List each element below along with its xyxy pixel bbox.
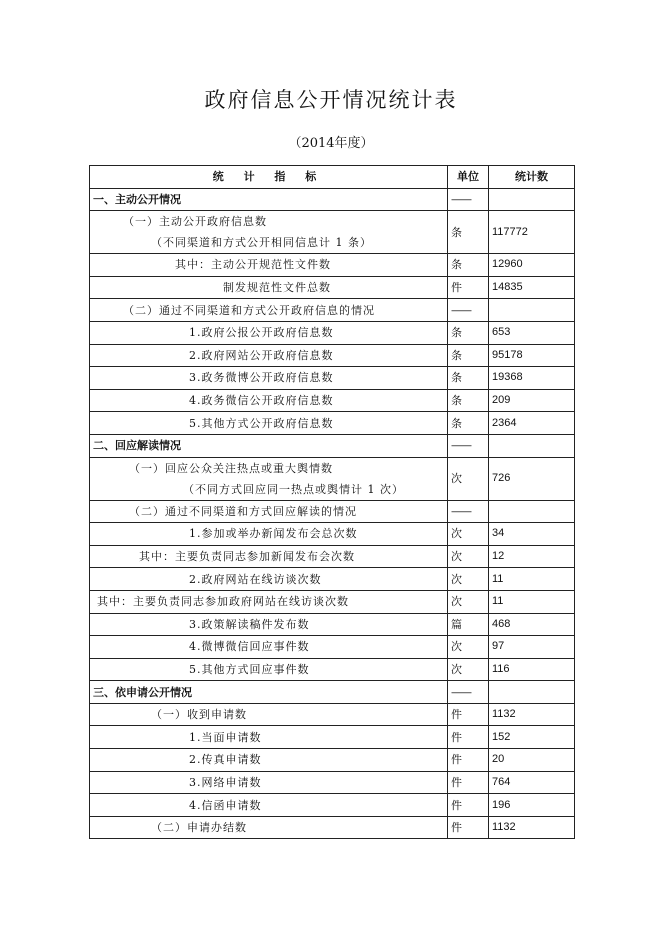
row-unit: 件 <box>448 703 489 726</box>
table-header-row <box>90 166 575 189</box>
row-indicator <box>90 188 448 211</box>
table-row <box>90 568 575 591</box>
statistics-table <box>89 165 575 839</box>
row-value: 14835 <box>489 276 575 299</box>
row-unit: 篇 <box>448 613 489 636</box>
row-unit: 条 <box>448 211 489 254</box>
indicator-label: 制发规范性文件总数 <box>223 281 331 295</box>
row-indicator <box>90 523 448 546</box>
indicator-label: 三、依申请公开情况 <box>93 685 192 699</box>
indicator-label-note: （不同渠道和方式公开相同信息计 1 条） <box>151 236 372 250</box>
row-unit: —— <box>448 434 489 457</box>
table-row <box>90 254 575 277</box>
row-unit: 件 <box>448 794 489 817</box>
document-subtitle: （2014年度） <box>288 136 374 151</box>
table-row <box>90 412 575 435</box>
row-unit: 条 <box>448 344 489 367</box>
indicator-label: （二）申请办结数 <box>151 821 247 835</box>
row-value: 11 <box>489 590 575 613</box>
indicator-label-note: （不同方式回应同一热点或舆情计 1 次） <box>183 482 404 496</box>
table-row <box>90 590 575 613</box>
row-value: 764 <box>489 771 575 794</box>
indicator-label: 2.传真申请数 <box>189 753 262 767</box>
indicator-label: 2.政府网站公开政府信息数 <box>189 348 334 362</box>
row-indicator <box>90 344 448 367</box>
table-row <box>90 299 575 322</box>
indicator-label: 2.政府网站在线访谈次数 <box>189 572 322 586</box>
row-value: 116 <box>489 658 575 681</box>
row-indicator <box>90 681 448 704</box>
header-unit: 单位 <box>448 166 489 189</box>
row-unit: 次 <box>448 658 489 681</box>
row-indicator <box>90 658 448 681</box>
row-value: 1132 <box>489 703 575 726</box>
row-indicator <box>90 276 448 299</box>
row-unit: —— <box>448 681 489 704</box>
indicator-label: 3.政务微博公开政府信息数 <box>189 371 334 385</box>
table-row <box>90 321 575 344</box>
row-unit: —— <box>448 188 489 211</box>
row-value: 12960 <box>489 254 575 277</box>
row-indicator <box>90 412 448 435</box>
table-row <box>90 344 575 367</box>
indicator-label: （二）通过不同渠道和方式公开政府信息的情况 <box>123 303 375 317</box>
row-value: 653 <box>489 321 575 344</box>
row-value: 1132 <box>489 816 575 839</box>
table-row <box>90 794 575 817</box>
table-row <box>90 816 575 839</box>
row-unit: 条 <box>448 412 489 435</box>
document-title: 政府信息公开情况统计表 <box>204 88 458 112</box>
row-value: 11 <box>489 568 575 591</box>
row-indicator <box>90 367 448 390</box>
row-value <box>489 188 575 211</box>
indicator-label: 5.其他方式回应事件数 <box>189 662 310 676</box>
row-unit: 条 <box>448 254 489 277</box>
row-unit: 次 <box>448 457 489 500</box>
row-unit: 件 <box>448 816 489 839</box>
row-unit: 件 <box>448 749 489 772</box>
indicator-label: 3.网络申请数 <box>189 775 262 789</box>
table-row <box>90 523 575 546</box>
indicator-label: （二）通过不同渠道和方式回应解读的情况 <box>129 504 357 518</box>
table-row <box>90 457 575 500</box>
row-unit: —— <box>448 299 489 322</box>
row-unit: 次 <box>448 523 489 546</box>
row-value: 117772 <box>489 211 575 254</box>
indicator-label: 其中：主要负责同志参加新闻发布会次数 <box>139 550 355 564</box>
table-row <box>90 188 575 211</box>
table-row <box>90 545 575 568</box>
row-indicator <box>90 434 448 457</box>
row-value <box>489 681 575 704</box>
table-row <box>90 613 575 636</box>
indicator-label: （一）主动公开政府信息数 <box>123 215 267 229</box>
table-row <box>90 367 575 390</box>
row-indicator <box>90 211 448 254</box>
row-unit: —— <box>448 500 489 523</box>
header-count: 统计数 <box>489 166 575 189</box>
row-unit: 次 <box>448 545 489 568</box>
row-unit: 件 <box>448 771 489 794</box>
indicator-label: 其中：主动公开规范性文件数 <box>175 258 331 272</box>
row-indicator <box>90 457 448 500</box>
indicator-label: 二、回应解读情况 <box>93 439 181 453</box>
table-row <box>90 726 575 749</box>
table-row <box>90 434 575 457</box>
indicator-label: 其中：主要负责同志参加政府网站在线访谈次数 <box>97 595 349 609</box>
row-indicator <box>90 500 448 523</box>
table-row <box>90 276 575 299</box>
table-row <box>90 703 575 726</box>
row-indicator <box>90 254 448 277</box>
row-indicator <box>90 636 448 659</box>
row-value: 726 <box>489 457 575 500</box>
row-unit: 件 <box>448 726 489 749</box>
indicator-label: 4.政务微信公开政府信息数 <box>189 394 334 408</box>
row-indicator <box>90 590 448 613</box>
row-value: 95178 <box>489 344 575 367</box>
row-indicator <box>90 568 448 591</box>
row-unit: 次 <box>448 636 489 659</box>
row-value: 19368 <box>489 367 575 390</box>
table-row <box>90 211 575 254</box>
indicator-label: （一）收到申请数 <box>151 708 247 722</box>
row-indicator <box>90 321 448 344</box>
row-indicator <box>90 703 448 726</box>
row-value: 152 <box>489 726 575 749</box>
row-indicator <box>90 726 448 749</box>
row-indicator <box>90 613 448 636</box>
row-unit: 条 <box>448 321 489 344</box>
row-value: 34 <box>489 523 575 546</box>
row-unit: 条 <box>448 367 489 390</box>
row-value <box>489 434 575 457</box>
row-indicator <box>90 545 448 568</box>
table-row <box>90 500 575 523</box>
indicator-label: 5.其他方式公开政府信息数 <box>189 416 334 430</box>
row-value: 20 <box>489 749 575 772</box>
table-row <box>90 681 575 704</box>
row-unit: 件 <box>448 276 489 299</box>
row-value: 12 <box>489 545 575 568</box>
row-unit: 次 <box>448 590 489 613</box>
row-value: 97 <box>489 636 575 659</box>
row-value <box>489 500 575 523</box>
table-row <box>90 636 575 659</box>
indicator-label: 1.政府公报公开政府信息数 <box>189 326 334 340</box>
table-row <box>90 389 575 412</box>
row-indicator <box>90 794 448 817</box>
row-unit: 条 <box>448 389 489 412</box>
table-row <box>90 658 575 681</box>
table-row <box>90 771 575 794</box>
row-value: 209 <box>489 389 575 412</box>
table-row <box>90 749 575 772</box>
row-value: 2364 <box>489 412 575 435</box>
indicator-label: 3.政策解读稿件发布数 <box>189 617 310 631</box>
indicator-label: 4.信函申请数 <box>189 798 262 812</box>
row-indicator <box>90 771 448 794</box>
row-value: 196 <box>489 794 575 817</box>
indicator-label: 一、主动公开情况 <box>93 192 181 206</box>
indicator-label: （一）回应公众关注热点或重大舆情数 <box>129 461 333 475</box>
indicator-label: 1.参加或举办新闻发布会总次数 <box>189 527 358 541</box>
row-value: 468 <box>489 613 575 636</box>
indicator-label: 4.微博微信回应事件数 <box>189 640 310 654</box>
indicator-label: 1.当面申请数 <box>189 730 262 744</box>
row-indicator <box>90 749 448 772</box>
row-indicator <box>90 299 448 322</box>
row-unit: 次 <box>448 568 489 591</box>
row-indicator <box>90 389 448 412</box>
row-value <box>489 299 575 322</box>
row-indicator <box>90 816 448 839</box>
header-indicator: 统 计 指 标 <box>90 166 448 189</box>
